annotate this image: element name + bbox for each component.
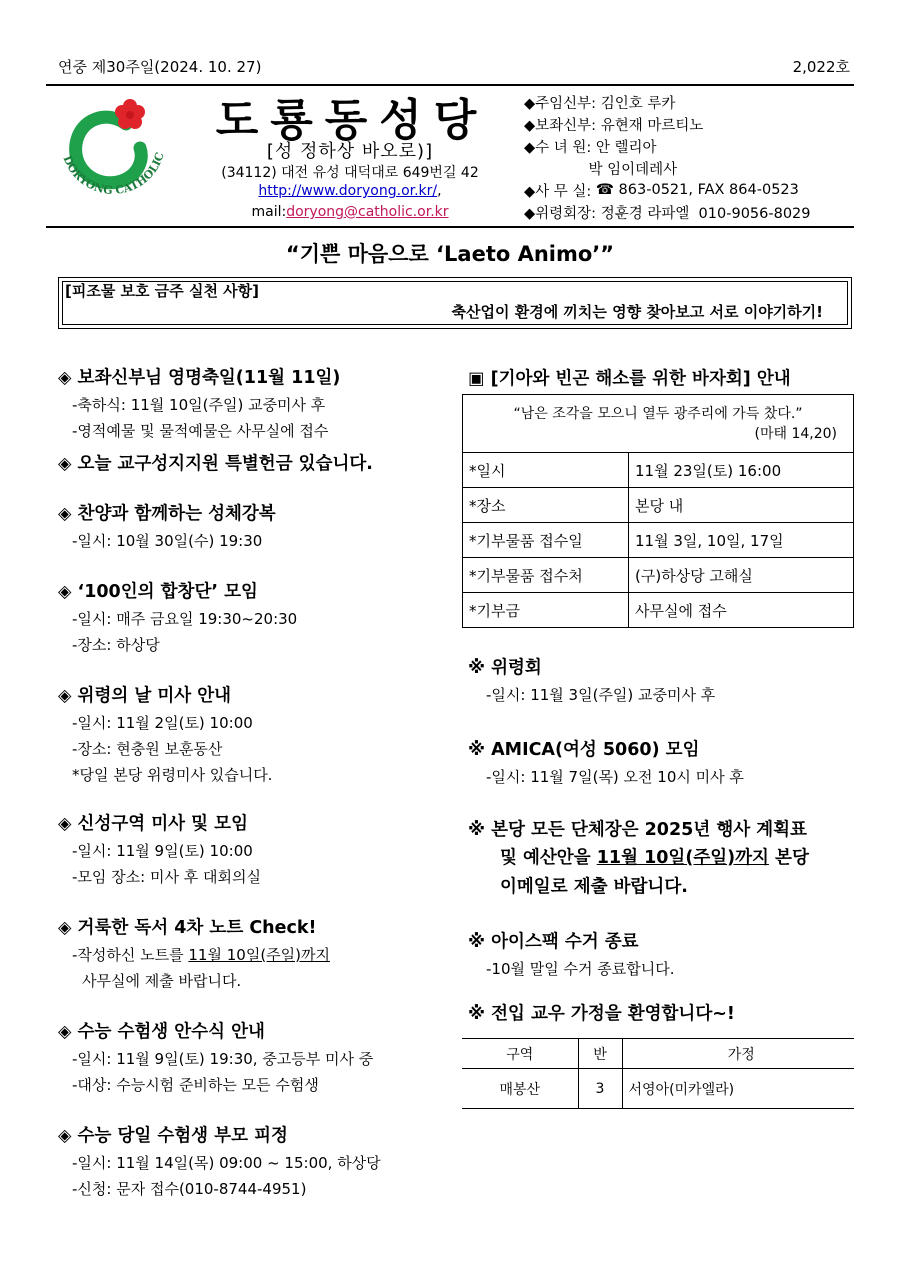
notice-line: -모임 장소: 미사 후 대회의실 [72,868,261,886]
notice-section [58,578,448,682]
bazaar-quote: “남은 조각을 모으니 열두 광주리에 가득 찼다.” [513,405,803,422]
logo-text: DORYONG CATHOLIC [60,150,167,198]
notice-text: -작성하신 노트를 [72,946,189,964]
church-name: 도룡동성당 [215,95,489,146]
bazaar-key: *장소 [463,488,629,523]
notice-line: -축하식: 11월 10일(주일) 교중미사 후 [72,396,326,414]
note-line: -10월 말일 수거 종료합니다. [486,960,675,978]
notice-line: *당일 본당 위령미사 있습니다. [72,766,273,784]
staff-label: ◆수 녀 원: [524,139,596,156]
staff-list [524,91,864,223]
note-text: 및 예산안을 [500,848,597,868]
staff-value: 김인호 루카 [600,95,676,112]
mail-prefix: mail: [251,204,287,220]
staff-label: ◆주임신부: [524,95,601,112]
notice-line: -일시: 10월 30일(수) 19:30 [72,532,263,550]
bazaar-title: ▣ [기아와 빈곤 해소를 위한 바자회] 안내 [468,369,791,389]
practice-box [58,277,852,329]
notice-line: -장소: 하상당 [72,636,160,654]
bazaar-quote-row [463,395,854,453]
patron-saint: [성 정하상 바오로)] [266,141,434,162]
homepage-line [200,183,500,199]
group-cell: 3 [578,1069,622,1109]
header-bottom-rule [46,226,854,228]
staff-row [524,179,864,201]
column-header: 구역 [462,1039,578,1069]
notice-section [58,1122,448,1202]
bazaar-key: *기부금 [463,593,629,628]
notice-title: ◈ 위령의 날 미사 안내 [58,686,232,706]
bazaar-quote-cell [463,395,854,453]
church-address: (34112) 대전 유성 대덕대로 649번길 42 [221,165,479,181]
bazaar-quote-source: (마태 14,20) [754,425,837,442]
notice-section [58,450,448,500]
note-title: ※ 전입 교우 가정을 환영합니다~! [468,1004,735,1024]
bazaar-value: 11월 3일, 10일, 17일 [629,523,854,558]
notice-section [58,682,448,810]
notice-section [58,914,448,1018]
practice-text: 축산업이 환경에 끼치는 영향 찾아보고 서로 이야기하기! [451,303,823,321]
table-row [462,1069,854,1109]
bazaar-key: *기부물품 접수처 [463,558,629,593]
notice-line: -일시: 11월 9일(토) 19:30, 중고등부 미사 중 [72,1050,374,1068]
motto: “기쁜 마음으로 ‘Laeto Animo’” [285,242,615,266]
staff-value: ☎ 863-0521, FAX 864-0523 [595,182,799,198]
staff-value: 안 렐리아 [595,139,657,156]
issue-date: 연중 제30주일(2024. 10. 27) [58,58,262,76]
homepage-link[interactable]: http://www.doryong.or.kr/ [258,183,438,199]
column-header: 가정 [622,1039,854,1069]
bazaar-key: *기부물품 접수일 [463,523,629,558]
notes-column [468,654,858,1109]
bazaar-table [462,394,854,628]
table-row [463,558,854,593]
notice-line: -일시: 11월 9일(토) 10:00 [72,842,253,860]
bazaar-value: 본당 내 [629,488,854,523]
notice-title: ◈ ‘100인의 합창단’ 모임 [58,582,258,602]
note-bold-line: 이메일로 제출 바랍니다. [500,877,688,897]
issue-number: 2,022호 [792,58,850,76]
church-logo [52,94,172,212]
note-text: 본당 [768,848,809,868]
family-cell: 서영아(미카엘라) [622,1069,854,1109]
practice-label: [피조물 보호 금주 실천 사항] [65,282,259,300]
homepage-suffix: , [437,183,442,199]
staff-value: 박 임이데레사 [524,161,678,178]
notice-title: ◈ 보좌신부님 영명축일(11월 11일) [58,368,341,388]
notice-section [58,364,448,450]
table-row [463,523,854,558]
bazaar-value: 11월 23일(토) 16:00 [629,453,854,488]
staff-value: 유현재 마르티노 [600,117,704,134]
notice-line: -일시: 11월 14일(목) 09:00 ~ 15:00, 하상당 [72,1154,381,1172]
issue-line [58,56,850,77]
district-cell: 매봉산 [462,1069,578,1109]
note-title: ※ 본당 모든 단체장은 2025년 행사 계획표 [468,820,807,840]
mail-line [200,204,500,220]
staff-label: ◆보좌신부: [524,117,601,134]
notice-title: ◈ 거룩한 독서 4차 노트 Check! [58,918,317,938]
table-row [463,453,854,488]
staff-row [524,91,864,113]
note-line: -일시: 11월 3일(주일) 교중미사 후 [486,686,716,704]
bazaar-value: (구)하상당 고해실 [629,558,854,593]
table-row [463,488,854,523]
note-section [468,1000,858,1038]
notice-section [58,810,448,914]
notice-title: ◈ 신성구역 미사 및 모임 [58,814,248,834]
note-title: ※ 아이스팩 수거 종료 [468,932,639,952]
note-section [468,816,858,928]
staff-row [524,113,864,135]
note-title: ※ 위령회 [468,658,542,678]
note-title: ※ AMICA(여성 5060) 모임 [468,740,700,760]
notice-line: -일시: 매주 금요일 19:30~20:30 [72,610,298,628]
staff-label: ◆위령회장: [524,205,601,222]
mail-link[interactable]: doryong@catholic.or.kr [286,204,449,220]
notice-line: -장소: 현충원 보훈동산 [72,740,223,758]
notice-section [58,500,448,578]
bazaar-value: 사무실에 접수 [629,593,854,628]
column-header: 반 [578,1039,622,1069]
notice-title: ◈ 찬양과 함께하는 성체강복 [58,504,276,524]
deadline-underlined: 11월 10일(주일)까지 [596,848,769,868]
new-families-table [462,1038,854,1109]
deadline-underlined: 11월 10일(주일)까지 [188,946,330,964]
note-bold-line [468,844,858,873]
left-column [58,364,448,1202]
staff-value: 정훈경 라파엘 010-9056-8029 [600,205,811,222]
table-header-row [462,1039,854,1069]
notice-line: -대상: 수능시험 준비하는 모든 수험생 [72,1076,319,1094]
note-section [468,654,858,736]
notice-line: -신청: 문자 접수(010-8744-4951) [72,1180,307,1198]
bazaar-key: *일시 [463,453,629,488]
staff-label: ◆사 무 실: [524,183,596,200]
notice-line: -일시: 11월 2일(토) 10:00 [72,714,253,732]
note-section [468,736,858,816]
notice-section [58,1018,448,1122]
note-line: -일시: 11월 7일(목) 오전 10시 미사 후 [486,768,744,786]
notice-line [58,942,448,968]
note-section [468,928,858,1000]
notice-line: -영적예물 및 물적예물은 사무실에 접수 [72,422,329,440]
notice-title: ◈ 수능 수험생 안수식 안내 [58,1022,265,1042]
staff-row [524,157,864,179]
staff-row [524,135,864,157]
table-row [463,593,854,628]
notice-title: ◈ 오늘 교구성지지원 특별헌금 있습니다. [58,454,373,474]
right-column [468,364,858,628]
staff-row [524,201,864,223]
notice-line: 사무실에 제출 바랍니다. [82,972,242,990]
notice-title: ◈ 수능 당일 수험생 부모 피정 [58,1126,288,1146]
